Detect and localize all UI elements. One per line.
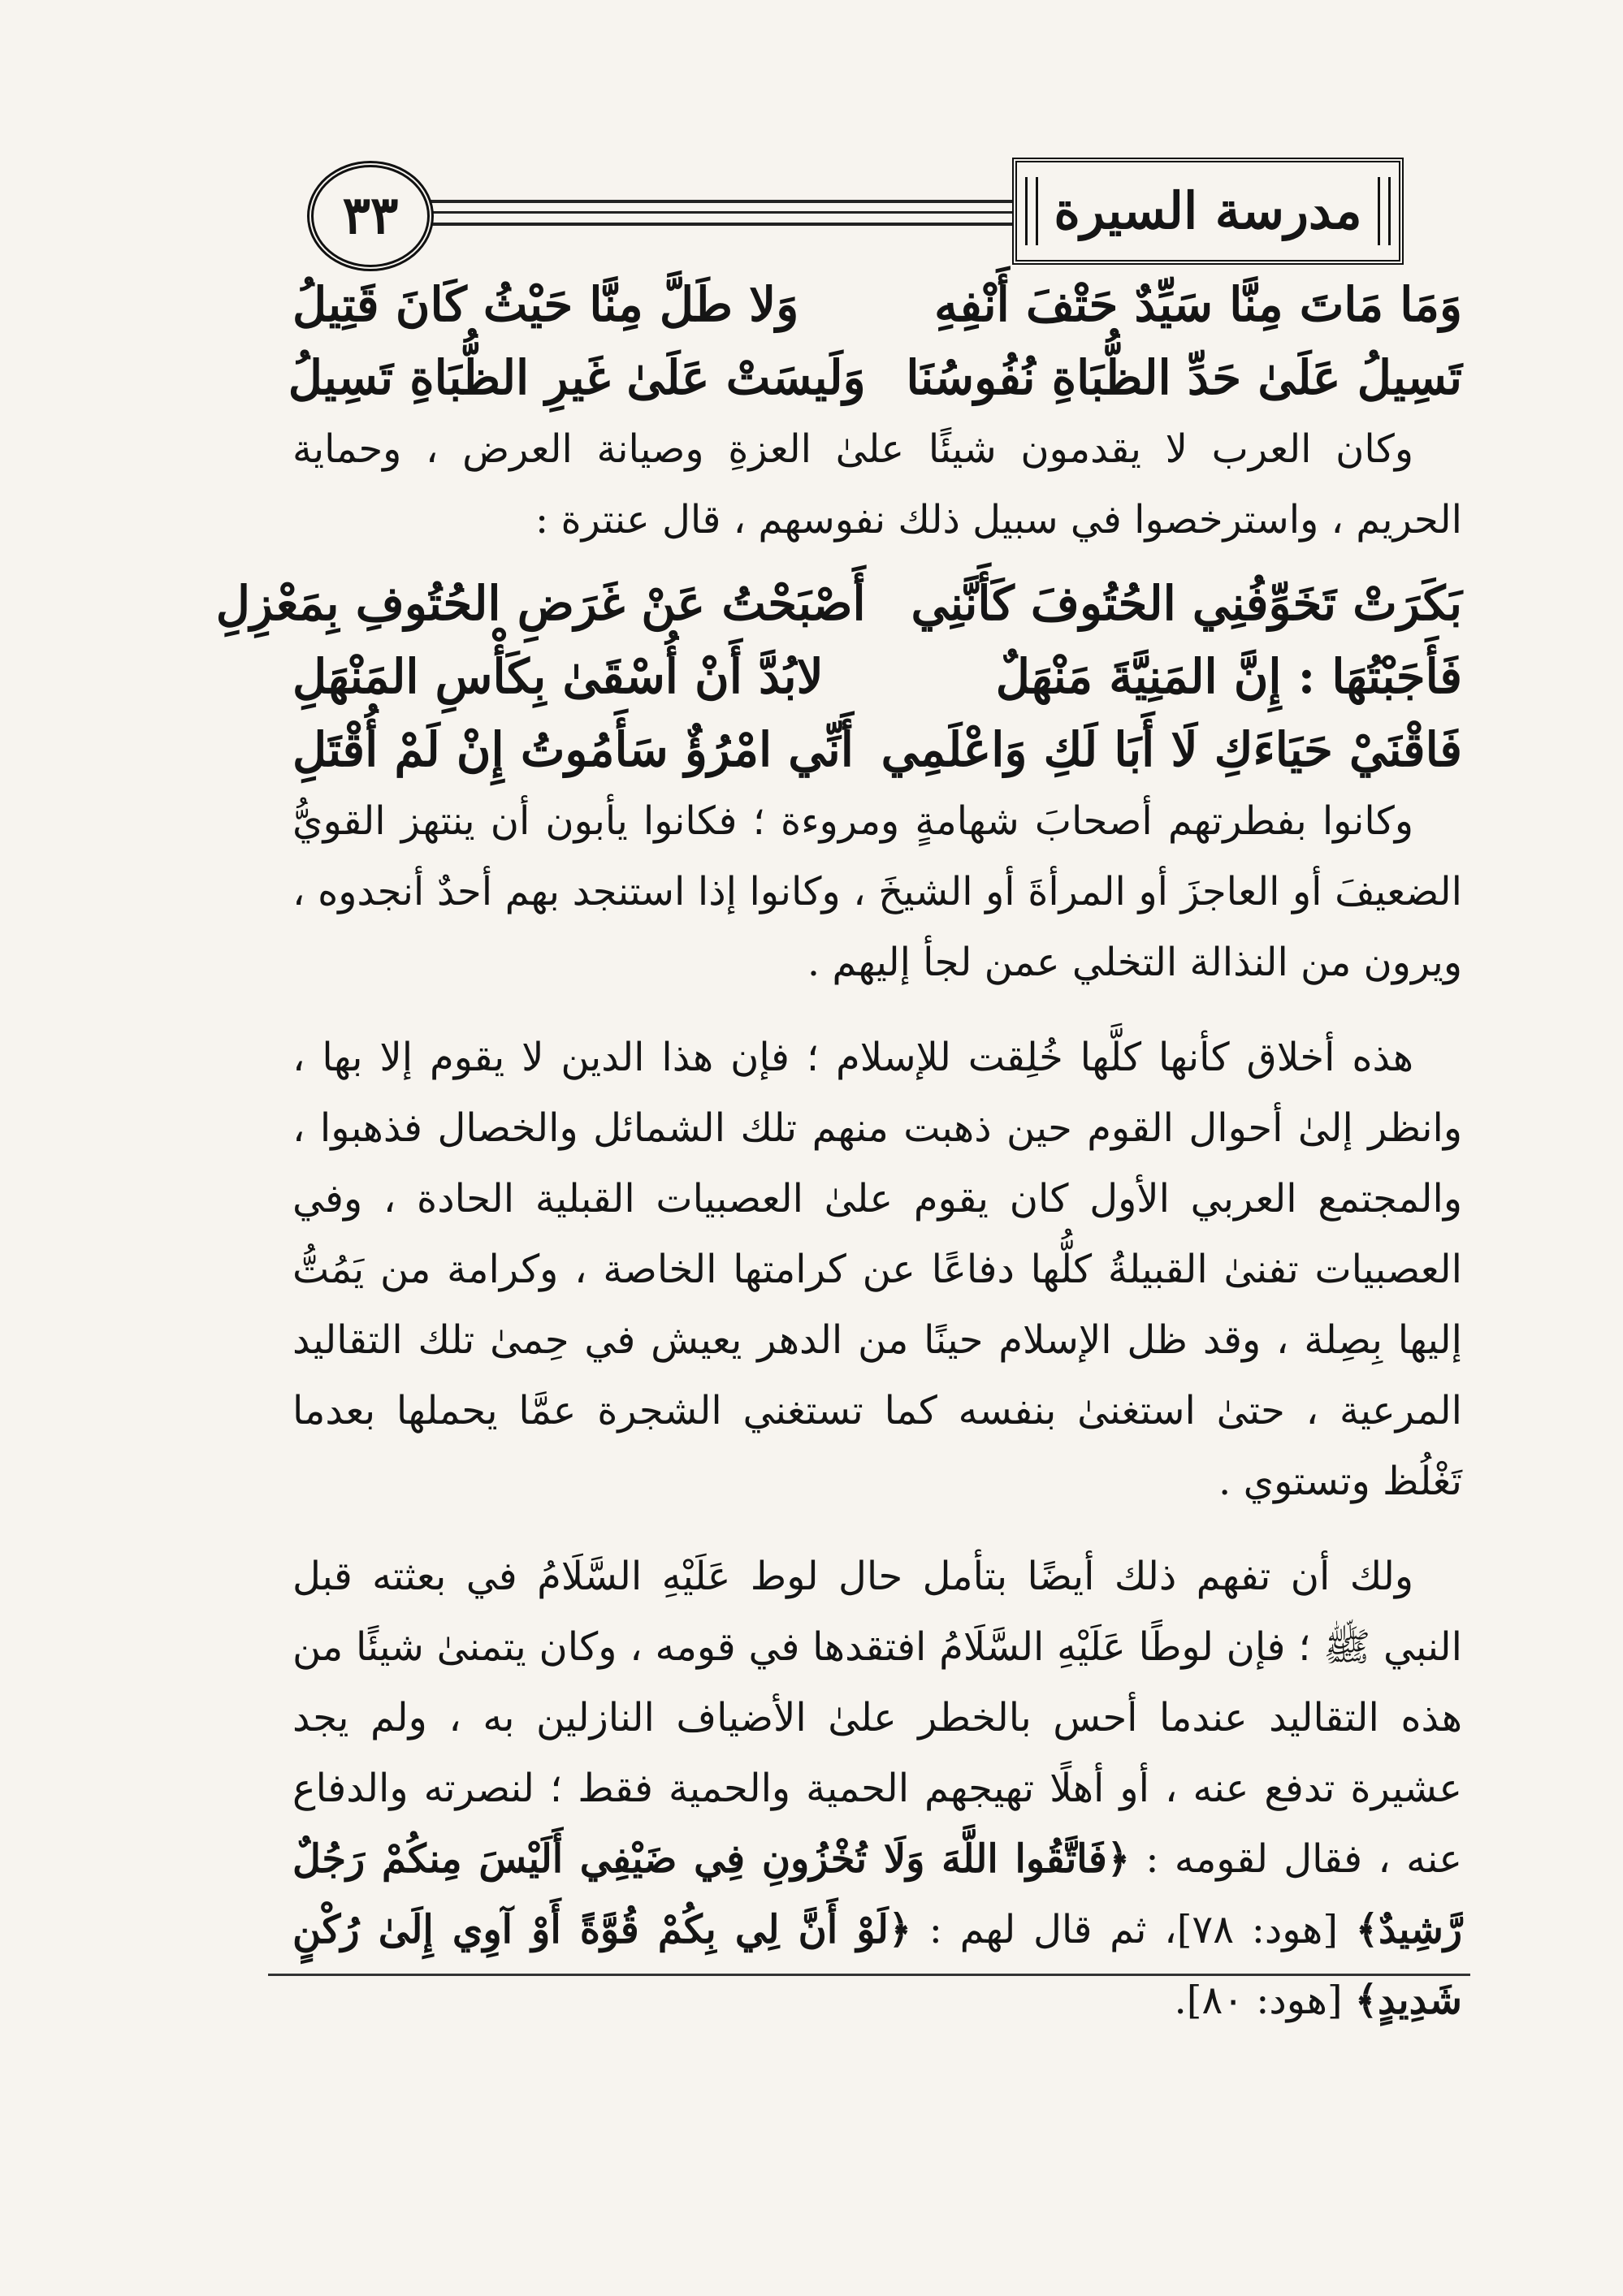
- poem-block: [288, 268, 1462, 414]
- paragraph-text: ولك أن تفهم ذلك أيضًا بتأمل حال لوط عَلَيْهِ السَّلَامُ في بعثته قبل النبي ﷺ ؛ فإن لوطًا عَلَيْهِ السَّلَامُ افتقدها في قومه ، وكان يتمنىٰ شيئًا من هذه التقاليد عندما أحس بالخطر علىٰ الأضياف النازلين به ، ولم يجد عشيرة تدفع عنه ، أو أهلًا تهيجهم الحمية والحمية فقط ؛ لنصرته والدفاع عنه ، فقال لقومه :: [292, 1554, 1463, 1882]
- verse-first-hemistich: فَأَجَبْتُهَا : إِنَّ المَنِيَّةَ مَنْهَلٌ: [995, 649, 1462, 704]
- verse-second-hemistich: أَصْبَحْتُ عَنْ غَرَضِ الحُتُوفِ بِمَعْزِلِ: [215, 576, 866, 631]
- poem-block: [215, 567, 1462, 786]
- quran-verse: ﴿لَوْ أَنَّ لِي بِكُمْ قُوَّةً أَوْ آوِي إِلَىٰ رُكْنٍ شَدِيدٍ﴾: [292, 1907, 1462, 2023]
- quran-verse: ﴿فَاتَّقُوا اللَّهَ وَلَا تُخْزُونِ فِي ضَيْفِي أَلَيْسَ مِنكُمْ رَجُلٌ رَّشِيدٌ﴾: [292, 1836, 1463, 1952]
- quran-reference: [هود: ٧٨]،: [1164, 1907, 1339, 1952]
- verse-first-hemistich: تَسِيلُ عَلَىٰ حَدِّ الظُّبَاةِ نُفُوسُنَا: [906, 350, 1462, 405]
- paragraph-text: ثم قال لهم :: [928, 1907, 1147, 1952]
- verse-first-hemistich: بَكَرَتْ تَخَوِّفُنِي الحُتُوفَ كَأَنَّنِي: [911, 576, 1462, 631]
- poem-verse: [288, 341, 1462, 414]
- poem-verse: [292, 713, 1462, 786]
- paragraph: هذه أخلاق كأنها كلَّها خُلِقت للإسلام ؛ فإن هذا الدين لا يقوم إلا بها ، وانظر إلىٰ أحوال القوم حين ذهبت منهم تلك الشمائل والخصال فذهبوا ، والمجتمع العربي الأول كان يقوم علىٰ العصبيات القبلية الحادة ، وفي العصبيات تفنىٰ القبيلةُ كلُّها دفاعًا عن كرامتها الخاصة ، وكرامة من يَمُتُّ إليها بِصِلة ، وقد ظل الإسلام حينًا من الدهر يعيش في حِمىٰ تلك التقاليد المرعية ، حتىٰ استغنىٰ بنفسه كما تستغني الشجرة عمَّا يحملها بعدما تَغْلُظ وتستوي .: [292, 1035, 1462, 1504]
- page-body: [215, 268, 1463, 2036]
- verse-first-hemistich: وَمَا مَاتَ مِنَّا سَيِّدٌ حَتْفَ أَنْفِهِ: [934, 277, 1462, 332]
- quran-reference: [هود: ٨٠].: [1174, 1978, 1343, 2023]
- page-header: [258, 153, 1452, 275]
- poem-verse: [292, 268, 1462, 341]
- running-title: مدرسة السيرة: [1012, 158, 1404, 265]
- verse-second-hemistich: لابُدَّ أَنْ أُسْقَىٰ بِكَأْسِ المَنْهَلِ: [292, 649, 824, 704]
- page-number: ٣٣: [307, 161, 434, 271]
- verse-first-hemistich: فَاقْنَيْ حَيَاءَكِ لَا أَبَا لَكِ وَاعْلَمِي: [881, 722, 1462, 777]
- verse-second-hemistich: أَنِّي امْرُؤٌ سَأَمُوتُ إِنْ لَمْ أُقْتَلِ: [292, 722, 854, 777]
- poem-verse: [215, 567, 1462, 640]
- paragraph: وكانوا بفطرتهم أصحابَ شهامةٍ ومروءة ؛ فكانوا يأبون أن ينتهز القويُّ الضعيفَ أو العاجزَ أو المرأةَ أو الشيخَ ، وكانوا إذا استنجد بهم أحدٌ أنجدوه ، ويرون من النذالة التخلي عمن لجأ إليهم .: [292, 798, 1462, 985]
- verse-second-hemistich: وَلا طَلَّ مِنَّا حَيْثُ كَانَ قَتِيلُ: [292, 277, 799, 332]
- verse-second-hemistich: وَلَيسَتْ عَلَىٰ غَيرِ الظُّبَاةِ تَسِيلُ: [288, 350, 866, 405]
- footnote-separator: [268, 1974, 1470, 1976]
- paragraph: وكان العرب لا يقدمون شيئًا علىٰ العزةِ وصيانة العرض ، وحماية الحريم ، واسترخصوا في سبيل ذلك نفوسهم ، قال عنترة :: [292, 426, 1462, 543]
- paragraph: [292, 1541, 1462, 2036]
- poem-verse: [292, 640, 1462, 713]
